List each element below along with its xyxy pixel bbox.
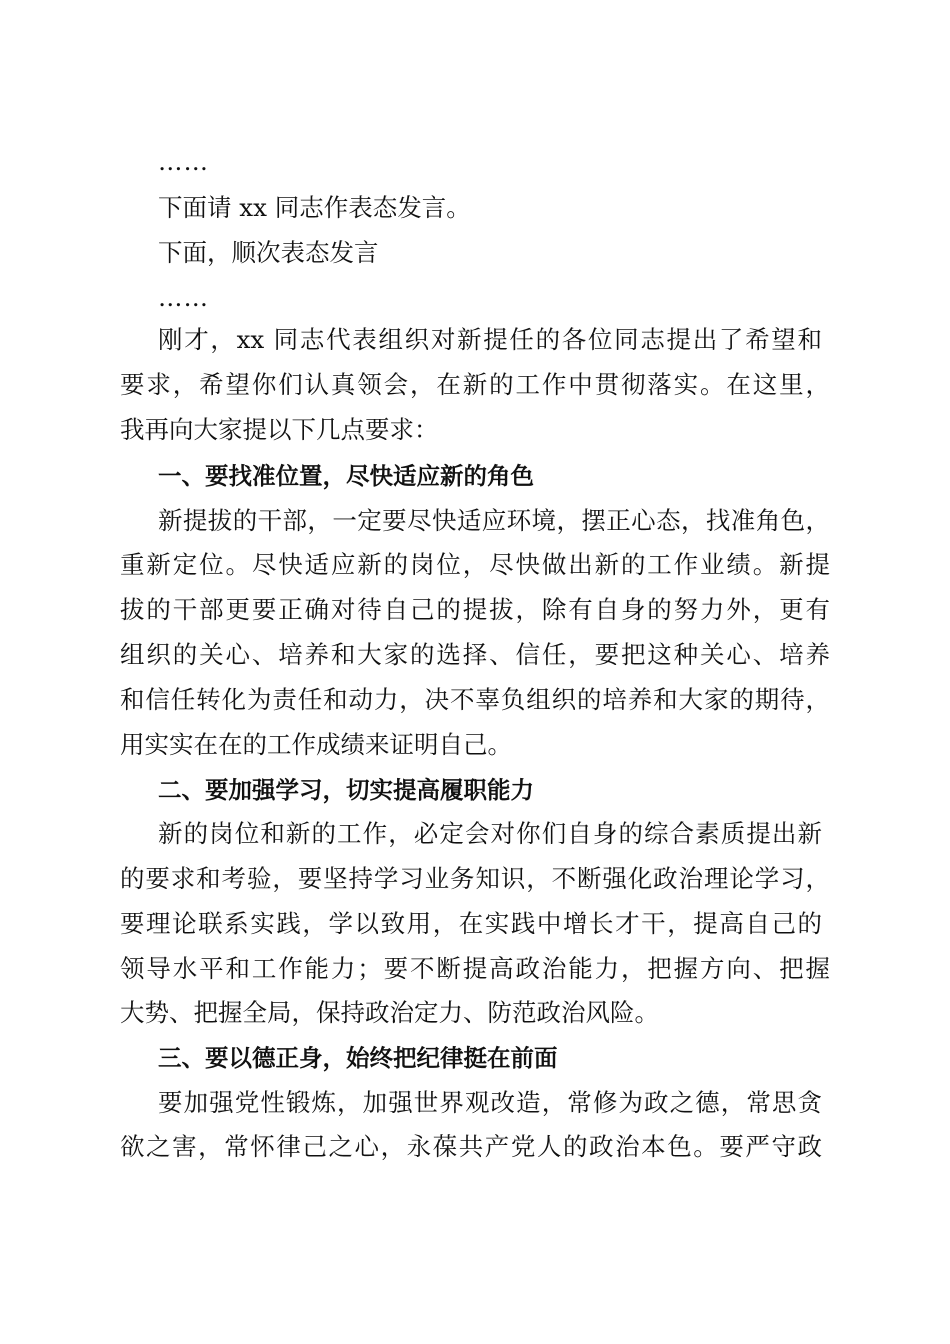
paragraph-line: 新提拔的干部，一定要尽快适应环境，摆正心态，找准角色， <box>158 506 830 535</box>
paragraph-line: 欲之害，常怀律己之心，永葆共产党人的政治本色。要严守政 <box>120 1132 822 1161</box>
paragraph-line: 我再向大家提以下几点要求： <box>120 415 439 444</box>
paragraph-line: 用实实在在的工作成绩来证明自己。 <box>120 730 512 759</box>
paragraph-line: 领导水平和工作能力；要不断提高政治能力，把握方向、把握 <box>120 954 830 983</box>
ellipsis-line: …… <box>158 147 209 176</box>
ellipsis-line: …… <box>158 283 209 312</box>
paragraph-line: 的要求和考验，要坚持学习业务知识，不断强化政治理论学习， <box>120 864 830 893</box>
section-heading: 三、要以德正身，始终把纪律挺在前面 <box>158 1044 558 1072</box>
paragraph-line: 要加强党性锻炼，加强世界观改造，常修为政之德，常思贪 <box>158 1088 822 1117</box>
section-heading: 一、要找准位置，尽快适应新的角色 <box>158 462 534 490</box>
paragraph-line: 下面请 xx 同志作表态发言。 <box>158 193 471 222</box>
paragraph-line: 要理论联系实践，学以致用，在实践中增长才干，提高自己的 <box>120 909 822 938</box>
paragraph-line: 下面，顺次表态发言 <box>158 238 379 267</box>
paragraph-line: 大势、把握全局，保持政治定力、防范政治风险。 <box>120 998 659 1027</box>
paragraph-line: 要求，希望你们认真领会，在新的工作中贯彻落实。在这里， <box>120 370 830 399</box>
section-heading: 二、要加强学习，切实提高履职能力 <box>158 776 534 804</box>
paragraph-line: 拔的干部更要正确对待自己的提拔，除有自身的努力外，更有 <box>120 595 830 624</box>
paragraph-line: 重新定位。尽快适应新的岗位，尽快做出新的工作业绩。新提 <box>120 550 830 579</box>
paragraph-line: 新的岗位和新的工作，必定会对你们自身的综合素质提出新 <box>158 819 822 848</box>
paragraph-line: 和信任转化为责任和动力，决不辜负组织的培养和大家的期待， <box>120 685 830 714</box>
paragraph-line: 刚才，xx 同志代表组织对新提任的各位同志提出了希望和 <box>158 325 822 354</box>
paragraph-line: 组织的关心、培养和大家的选择、信任，要把这种关心、培养 <box>120 640 830 669</box>
